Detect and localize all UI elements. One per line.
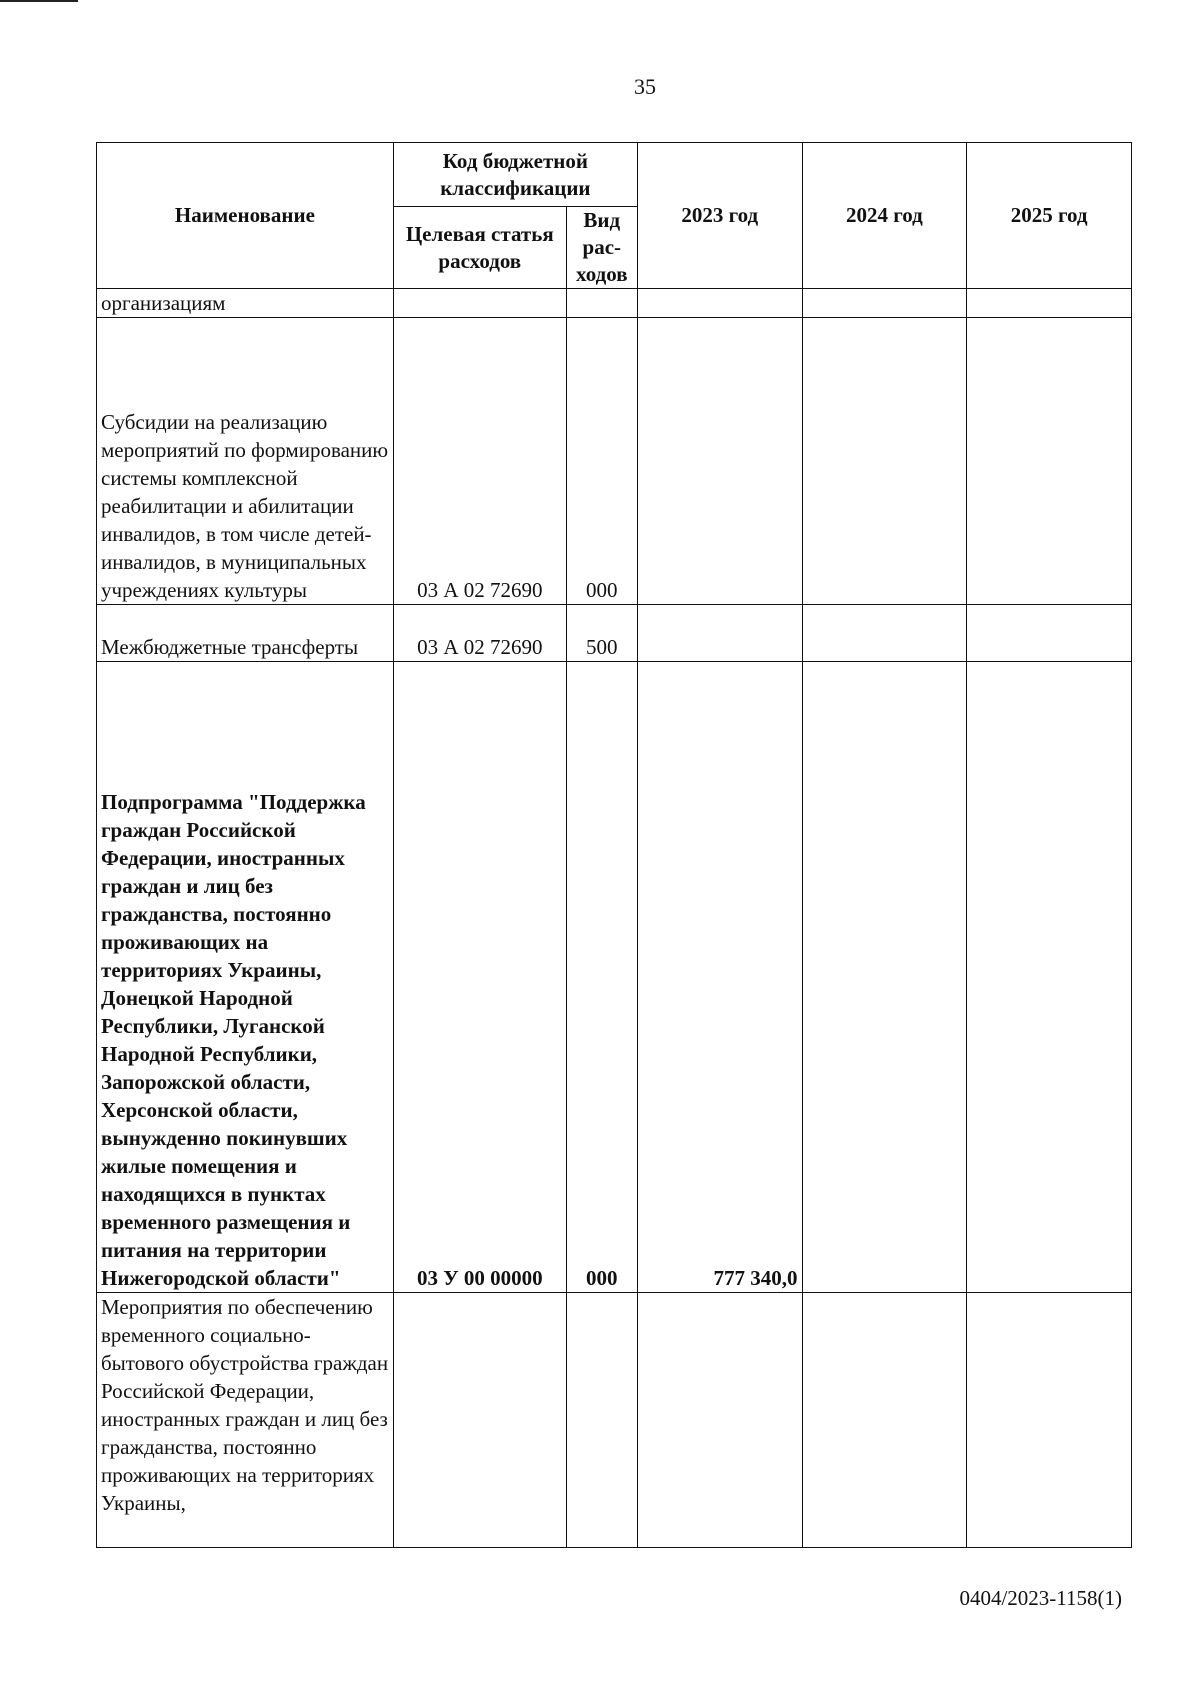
row-amount-2023	[637, 605, 802, 662]
header-expense-kind: Вид рас-ходов	[566, 207, 637, 289]
row-expense-kind: 000	[566, 318, 637, 605]
row-name: Межбюджетные трансферты	[97, 605, 394, 662]
document-id: 0404/2023-1158(1)	[959, 1586, 1122, 1610]
header-target-article: Целевая статья расходов	[393, 207, 566, 289]
table-row	[97, 662, 1132, 1293]
row-amount-2023	[637, 1293, 802, 1548]
row-amount-2024	[802, 605, 967, 662]
header-year-2024: 2024 год	[802, 143, 967, 289]
row-amount-2024	[802, 662, 967, 1293]
row-amount-2024	[802, 289, 967, 318]
row-amount-2023	[637, 318, 802, 605]
row-name: Мероприятия по обеспечению временного социально-бытового обустройства граждан Российской Федерации, иностранных граждан и лиц без гражданства, постоянно проживающих на территориях Украины,	[97, 1293, 394, 1548]
row-amount-2024	[802, 318, 967, 605]
header-name: Наименование	[97, 143, 394, 289]
row-expense-kind	[566, 289, 637, 318]
table-row	[97, 605, 1132, 662]
header-budget-code: Код бюджетной классификации	[393, 143, 637, 207]
budget-table	[96, 142, 1132, 1548]
row-amount-2025	[967, 289, 1132, 318]
row-expense-kind: 500	[566, 605, 637, 662]
table-row	[97, 289, 1132, 318]
row-amount-2025	[967, 318, 1132, 605]
row-name: Субсидии на реализацию мероприятий по формированию системы комплексной реабилитации и абилитации инвалидов, в том числе детей-инвалидов, в муниципальных учреждениях культуры	[97, 318, 394, 605]
row-target-article	[393, 1293, 566, 1548]
row-target-article: 03 А 02 72690	[393, 318, 566, 605]
header-year-2025: 2025 год	[967, 143, 1132, 289]
page-number: 35	[634, 74, 656, 99]
row-amount-2024	[802, 1293, 967, 1548]
row-target-article: 03 А 02 72690	[393, 605, 566, 662]
row-amount-2025	[967, 1293, 1132, 1548]
row-expense-kind	[566, 1293, 637, 1548]
row-target-article	[393, 289, 566, 318]
row-amount-2025	[967, 605, 1132, 662]
row-target-article: 03 У 00 00000	[393, 662, 566, 1293]
table-row	[97, 318, 1132, 605]
scan-corner-mark	[0, 0, 78, 2]
row-name: Подпрограмма "Поддержка граждан Российской Федерации, иностранных граждан и лиц без гражданства, постоянно проживающих на территориях Украины, Донецкой Народной Республики, Луганской Народной Республики, Запорожской области, Херсонской области, вынужденно покинувших жилые помещения и находящихся в пунктах временного размещения и питания на территории Нижегородской области"	[97, 662, 394, 1293]
row-expense-kind: 000	[566, 662, 637, 1293]
table-row	[97, 1293, 1132, 1548]
row-amount-2023	[637, 289, 802, 318]
header-year-2023: 2023 год	[637, 143, 802, 289]
table-header	[97, 143, 1132, 289]
row-amount-2023: 777 340,0	[637, 662, 802, 1293]
row-amount-2025	[967, 662, 1132, 1293]
row-name: организациям	[97, 289, 394, 318]
